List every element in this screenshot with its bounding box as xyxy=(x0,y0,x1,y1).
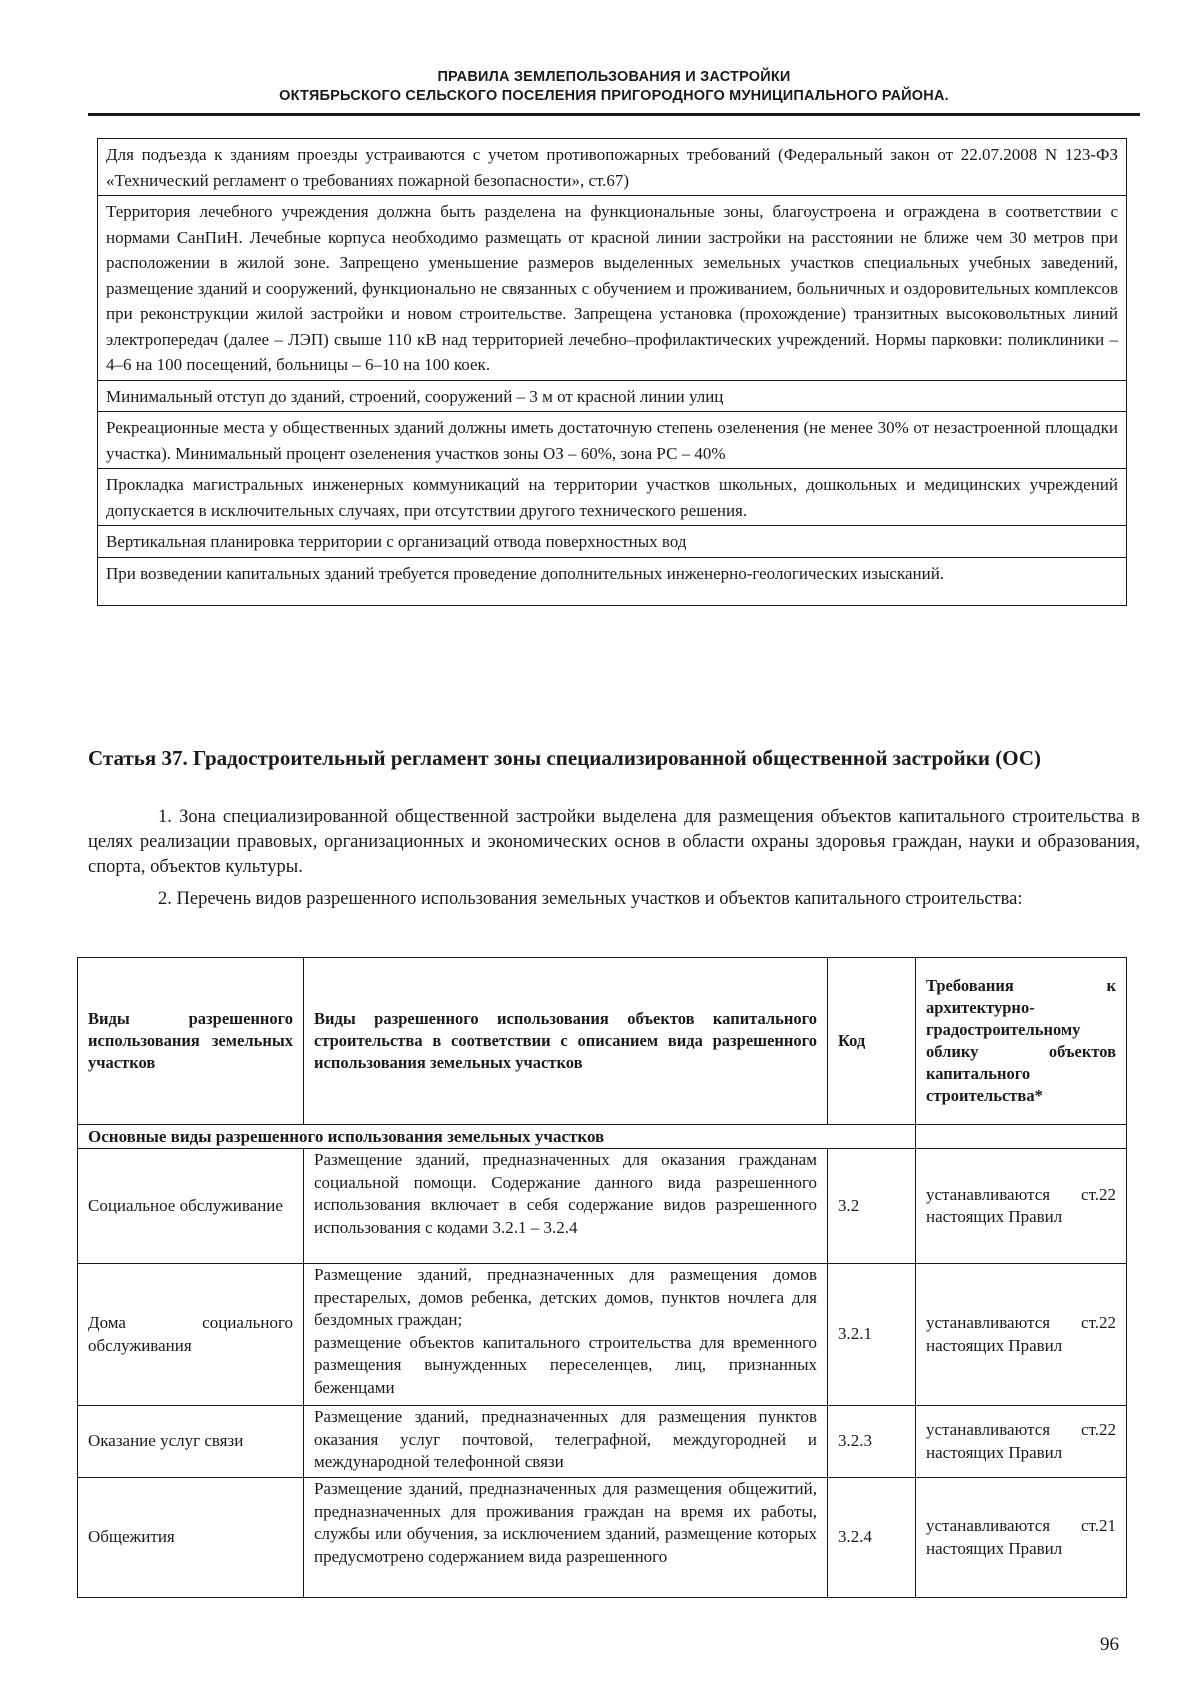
table-row xyxy=(98,139,1127,196)
article-title: Статья 37. Градостроительный регламент зоны специализированной общественной застройки (ОС) xyxy=(88,746,1041,770)
column-header-code: Код xyxy=(828,958,916,1125)
header-rule xyxy=(88,113,1140,116)
page-number: 96 xyxy=(1100,1634,1119,1655)
requirement-cell: Минимальный отступ до зданий, строений, сооружений – 3 м от красной линии улиц xyxy=(98,380,1127,412)
header-line-1: ПРАВИЛА ЗЕМЛЕПОЛЬЗОВАНИЯ И ЗАСТРОЙКИ xyxy=(437,69,791,85)
use-description: Размещение зданий, предназначенных для размещения общежитий, предназначенных для проживания граждан на время их работы, службы или обучения, за исключением зданий, размещение которых предусмотрено содержанием вида разрешенного xyxy=(304,1478,828,1598)
column-header-description: Виды разрешенного использования объектов капитального строительства в соответствии с описанием вида разрешенного использования земельных участков xyxy=(304,958,828,1125)
table-row xyxy=(98,196,1127,381)
table-row xyxy=(98,557,1127,605)
section-empty-cell xyxy=(916,1125,1127,1149)
requirement-cell: Рекреационные места у общественных зданий должны иметь достаточную степень озеленения (не менее 30% от незастроенной площадки участка). Минимальный процент озеленения участков зоны ОЗ – 60%, зона РС – 40% xyxy=(98,412,1127,469)
requirement-cell: Вертикальная планировка территории с организаций отвода поверхностных вод xyxy=(98,526,1127,558)
requirement-cell: Прокладка магистральных инженерных коммуникаций на территории участков школьных, дошкольных и медицинских учреждений допускается в исключительных случаях, при отсутствии другого технического решения. xyxy=(98,469,1127,526)
requirement-cell: При возведении капитальных зданий требуется проведение дополнительных инженерно-геологических изысканий. xyxy=(98,557,1127,605)
column-header-land-use: Виды разрешенного использования земельных участков xyxy=(78,958,304,1125)
article-paragraph-1: 1. Зона специализированной общественной застройки выделена для размещения объектов капитального строительства в целях реализации правовых, организационных и экономических основ в области охраны здоровья граждан, науки и образования, спорта, объектов культуры. xyxy=(88,807,1140,877)
use-description: Размещение зданий, предназначенных для оказания гражданам социальной помощи. Содержание данного вида разрешенного использования включает в себя содержание видов разрешенного использования с кодами 3.2.1 – 3.2.4 xyxy=(304,1149,828,1264)
table-row xyxy=(98,469,1127,526)
section-label: Основные виды разрешенного использования земельных участков xyxy=(78,1125,916,1149)
use-name: Социальное обслуживание xyxy=(78,1149,304,1264)
article-paragraph-2: 2. Перечень видов разрешенного использования земельных участков и объектов капитального строительства: xyxy=(158,889,1023,909)
use-description xyxy=(304,1264,828,1406)
use-code: 3.2.1 xyxy=(828,1264,916,1406)
table-header-row xyxy=(78,958,1127,1125)
section-row xyxy=(78,1125,1127,1149)
requirements-table xyxy=(97,138,1127,606)
table-row xyxy=(98,526,1127,558)
use-description-part-2: размещение объектов капитального строительства для временного размещения вынужденных переселенцев, лиц, признанных беженцами xyxy=(314,1332,817,1397)
use-requirement: устанавливаются ст.21 настоящих Правил xyxy=(916,1478,1127,1598)
table-row xyxy=(98,380,1127,412)
use-name: Оказание услуг связи xyxy=(78,1406,304,1478)
table-row xyxy=(78,1149,1127,1264)
use-description-part-1: Размещение зданий, предназначенных для размещения домов престарелых, домов ребенка, детских домов, пунктов ночлега для бездомных граждан; xyxy=(314,1265,817,1329)
table-row xyxy=(98,412,1127,469)
table-row xyxy=(78,1478,1127,1598)
use-requirement: устанавливаются ст.22 настоящих Правил xyxy=(916,1149,1127,1264)
permitted-uses-table xyxy=(77,957,1127,1598)
use-requirement: устанавливаются ст.22 настоящих Правил xyxy=(916,1406,1127,1478)
use-code: 3.2.4 xyxy=(828,1478,916,1598)
requirement-cell: Для подъезда к зданиям проезды устраиваются с учетом противопожарных требований (Федеральный закон от 22.07.2008 N 123-ФЗ «Технический регламент о требованиях пожарной безопасности», ст.67) xyxy=(98,139,1127,196)
table-row xyxy=(78,1406,1127,1478)
use-code: 3.2 xyxy=(828,1149,916,1264)
column-header-requirements: Требования к архитектурно-градостроительному облику объектов капитального строительства* xyxy=(916,958,1127,1125)
running-header xyxy=(88,68,1140,106)
requirement-cell: Территория лечебного учреждения должна быть разделена на функциональные зоны, благоустроена и ограждена в соответствии с нормами СанПиН. Лечебные корпуса необходимо размещать от красной линии застройки на расстоянии не ближе чем 30 метров при расположении в жилой зоне. Запрещено уменьшение размеров выделенных земельных участков специальных учебных заведений, размещение зданий и сооружений, функционально не связанных с обучением и проживанием, больничных и оздоровительных комплексов при реконструкции жилой застройки и новом строительстве. Запрещена установка (прохождение) транзитных высоковольтных линий электропередач (далее – ЛЭП) свыше 110 кВ над территорией лечебно–профилактических учреждений. Нормы парковки: поликлиники – 4–6 на 100 посещений, больницы – 6–10 на 100 коек. xyxy=(98,196,1127,381)
use-code: 3.2.3 xyxy=(828,1406,916,1478)
use-requirement: устанавливаются ст.22 настоящих Правил xyxy=(916,1264,1127,1406)
use-name: Дома социального обслуживания xyxy=(78,1264,304,1406)
table-row xyxy=(78,1264,1127,1406)
use-name: Общежития xyxy=(78,1478,304,1598)
use-description: Размещение зданий, предназначенных для размещения пунктов оказания услуг почтовой, телеграфной, междугородней и международной телефонной связи xyxy=(304,1406,828,1478)
header-line-2: ОКТЯБРЬСКОГО СЕЛЬСКОГО ПОСЕЛЕНИЯ ПРИГОРОДНОГО МУНИЦИПАЛЬНОГО РАЙОНА. xyxy=(279,88,949,104)
